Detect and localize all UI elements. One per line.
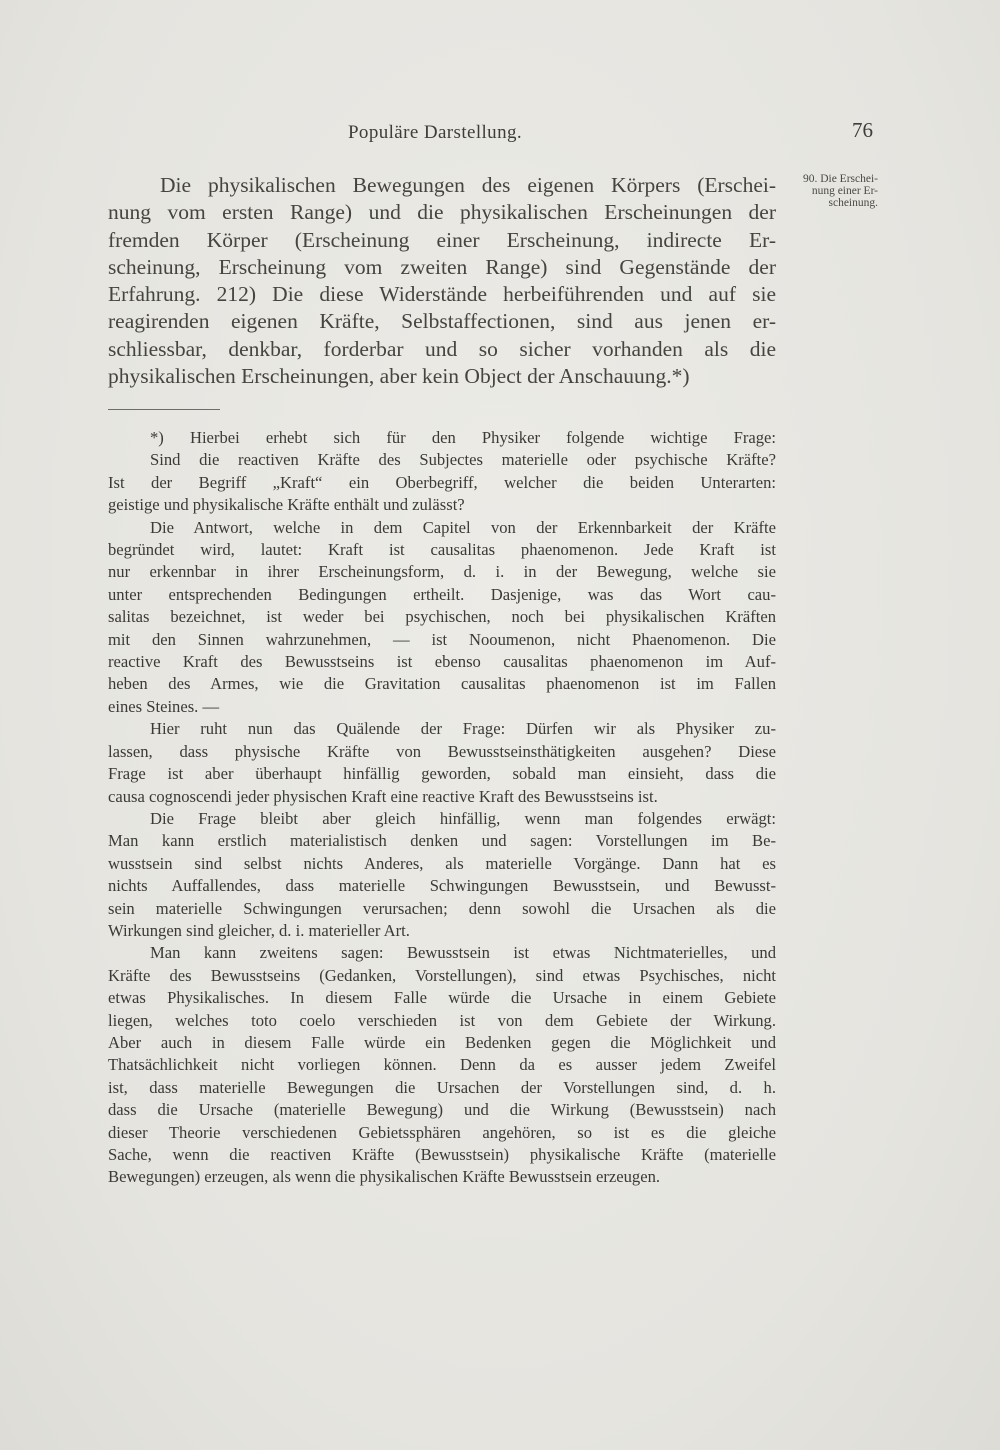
footnote-paragraph <box>108 718 776 808</box>
footnote-line: Aber auch in diesem Falle würde ein Bedenken gegen die Möglichkeit und <box>108 1032 776 1052</box>
footnote-line: Sache, wenn die reactiven Kräfte (Bewusstsein) physikalische Kräfte (materielle <box>108 1145 776 1164</box>
footnote-line: unter entsprechenden Bedingungen ertheilt. Dasjenige, was das Wort cau- <box>108 584 776 604</box>
footnote-line: Frage ist aber überhaupt hinfällig geworden, sobald man einsieht, dass die <box>108 764 776 784</box>
footnote-line: causa cognoscendi jeder physischen Kraft eine reactive Kraft des Bewusstseins ist. <box>108 786 658 806</box>
footnote-paragraph <box>108 517 776 719</box>
main-line: fremden Körper (Erscheinung einer Erscheinung, indirecte Er- <box>108 227 776 252</box>
footnote-paragraph <box>108 942 776 1188</box>
main-line: physikalischen Erscheinungen, aber kein Object der Anschauung.*) <box>108 364 690 389</box>
footnote-line: heben des Armes, wie die Gravitation causalitas phaenomenon ist im Fallen <box>108 674 776 694</box>
footnote-paragraph <box>108 427 776 517</box>
footnote-line: eines Steines. — <box>108 696 220 716</box>
main-line: Erfahrung. 212) Die diese Widerstände herbeiführenden und auf sie <box>108 282 776 307</box>
footnote-line: Sind die reactiven Kräfte des Subjectes materielle oder psychische Kräfte? <box>150 450 776 470</box>
footnote-line: mit den Sinnen wahrzunehmen, — ist Nooumenon, nicht Phaenomenon. Die <box>108 629 776 649</box>
footnote-paragraph <box>108 808 776 942</box>
footnote-line: Die Frage bleibt aber gleich hinfällig, wenn man folgendes erwägt: <box>150 808 776 828</box>
footnote-line: dieser Theorie verschiedenen Gebietssphären angehören, so ist es die gleiche <box>108 1122 776 1142</box>
footnote-block <box>108 427 776 1189</box>
main-line: scheinung, Erscheinung vom zweiten Range) sind Gegenstände der <box>108 254 776 279</box>
running-title: Populäre Darstellung. <box>347 122 523 143</box>
margin-note-line: scheinung. <box>828 197 878 209</box>
footnote-line: *) Hierbei erhebt sich für den Physiker folgende wichtige Frage: <box>150 428 776 447</box>
main-line: nung vom ersten Range) und die physikalischen Erscheinungen der <box>108 200 776 225</box>
footnote-line: reactive Kraft des Bewusstseins ist ebenso causalitas phaenomenon im Auf- <box>108 652 776 672</box>
page-number: 76 <box>852 118 873 142</box>
footnote-line: Bewegungen) erzeugen, als wenn die physikalischen Kräfte Bewusstsein erzeugen. <box>108 1167 661 1187</box>
footnote-line: ist, dass materielle Bewegungen die Ursachen der Vorstellungen sind, d. h. <box>108 1077 776 1097</box>
footnote-line: Wirkungen sind gleicher, d. i. materieller Art. <box>108 920 410 940</box>
footnote-line: Ist der Begriff „Kraft“ ein Oberbegriff, welcher die beiden Unterarten: <box>108 472 776 492</box>
main-paragraph <box>108 172 776 390</box>
footnote-line: sein materielle Schwingungen verursachen; denn sowohl die Ursachen als die <box>108 898 776 918</box>
footnote-line: Man kann erstlich materialistisch denken und sagen: Vorstellungen im Be- <box>108 831 776 851</box>
footnote-line: Thatsächlichkeit nicht vorliegen können. Denn da es ausser jedem Zweifel <box>108 1055 776 1075</box>
footnote-line: nur erkennbar in ihrer Erscheinungsform, d. i. in der Bewegung, welche sie <box>108 562 776 582</box>
footnote-line: Man kann zweitens sagen: Bewusstsein ist etwas Nichtmaterielles, und <box>150 943 776 963</box>
page-header <box>0 118 1000 148</box>
margin-note-line: nung einer Er- <box>811 185 878 197</box>
footnote-line: salitas bezeichnet, ist weder bei psychischen, noch bei physikalischen Kräften <box>108 607 776 627</box>
footnote-line: Die Antwort, welche in dem Capitel von der Erkennbarkeit der Kräfte <box>150 517 776 537</box>
footnote-line: Hier ruht nun das Quälende der Frage: Dürfen wir als Physiker zu- <box>150 719 776 739</box>
footnote-line: begründet wird, lautet: Kraft ist causalitas phaenomenon. Jede Kraft ist <box>108 540 776 560</box>
margin-note <box>783 173 878 209</box>
footnote-line: etwas Physikalisches. In diesem Falle würde die Ursache in einem Gebiete <box>108 988 776 1008</box>
margin-note-line: 90. Die Erschei- <box>802 173 878 185</box>
footnote-line: nichts Auffallendes, dass materielle Schwingungen Bewusstsein, und Bewusst- <box>108 876 776 896</box>
footnote-line: dass die Ursache (materielle Bewegung) und die Wirkung (Bewusstsein) nach <box>108 1100 776 1120</box>
footnote-line: liegen, welches toto coelo verschieden ist von dem Gebiete der Wirkung. <box>108 1010 776 1030</box>
footnote-line: Kräfte des Bewusstseins (Gedanken, Vorstellungen), sind etwas Psychisches, nicht <box>108 965 776 985</box>
footnote-line: geistige und physikalische Kräfte enthält und zulässt? <box>108 495 465 515</box>
footnote-separator-rule <box>108 409 220 410</box>
footnote-line: lassen, dass physische Kräfte von Bewusstseinsthätigkeiten ausgehen? Diese <box>108 741 776 761</box>
main-line: Die physikalischen Bewegungen des eigenen Körpers (Erschei- <box>160 173 776 197</box>
main-line: reagirenden eigenen Kräfte, Selbstaffectionen, sind aus jenen er- <box>108 309 776 334</box>
main-line: schliessbar, denkbar, forderbar und so sicher vorhanden als die <box>108 336 776 361</box>
footnote-line: wusstsein sind selbst nichts Anderes, als materielle Vorgänge. Dann hat es <box>108 853 776 873</box>
